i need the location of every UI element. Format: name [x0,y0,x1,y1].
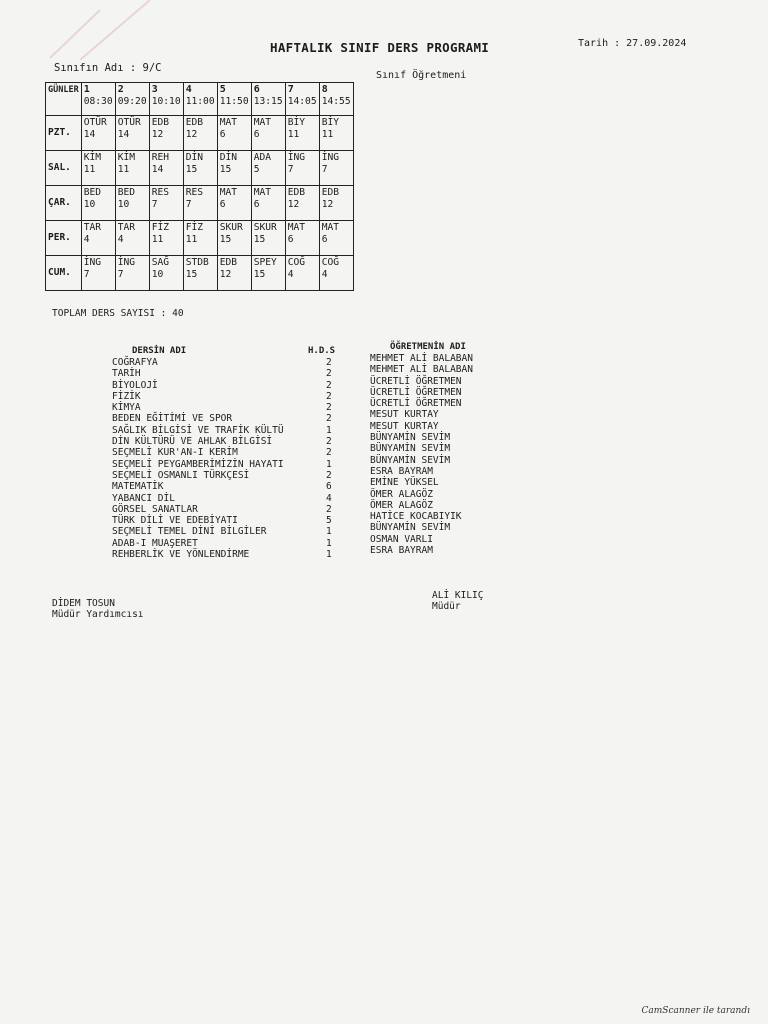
lesson-cell [183,151,217,186]
room-number: 14 [117,129,130,140]
course-teacher: MEHMET ALİ BALABAN [370,353,473,364]
lesson-code: OTÜR [83,117,107,128]
lesson-code: DİN [219,152,238,163]
room-number: 11 [117,164,130,175]
lesson-cell [285,256,319,291]
lesson-cell [115,256,149,291]
course-name-list [112,357,284,560]
lesson-code: BED [117,187,136,198]
lesson-code: SKUR [253,222,277,233]
class-name-label: Sınıfın Adı : 9/C [54,62,162,74]
lesson-code: EDB [287,187,306,198]
room-number: 4 [321,269,328,280]
hours-header: H.D.S [308,346,336,356]
course-hours: 2 [326,379,332,391]
lesson-code: MAT [253,117,272,128]
room-number: 7 [151,199,158,210]
course-hours: 2 [326,413,332,425]
schedule-row [46,256,354,291]
room-number: 6 [321,234,328,245]
room-number: 11 [321,129,334,140]
course-teacher: BÜNYAMİN SEVİM [370,443,451,455]
course-teacher: ÖMER ALAGÖZ [370,499,433,511]
course-hours: 2 [326,447,332,459]
lesson-cell [81,151,115,186]
schedule-table [45,82,354,291]
room-number: 11 [83,164,96,175]
period-header: 4 11:00 [183,83,217,116]
lesson-code: OTÜR [117,117,141,128]
room-number: 5 [253,164,260,175]
course-hours: 1 [326,424,332,436]
lesson-cell [319,221,353,256]
course-name: GÖRSEL SANATLAR [112,503,198,515]
room-number: 7 [287,164,294,175]
course-teacher: ESRA BAYRAM [370,545,433,557]
lesson-cell [81,116,115,151]
course-name: MATEMATİK [112,481,164,493]
lesson-cell [319,116,353,151]
lesson-cell [251,151,285,186]
course-hours: 2 [326,469,332,481]
course-hours-list [326,357,332,560]
course-hours: 1 [326,537,332,549]
lesson-code: TAR [117,222,136,233]
room-number: 6 [219,199,226,210]
course-hours: 4 [326,492,332,504]
room-number: 6 [287,234,294,245]
room-number: 15 [253,234,266,245]
lesson-cell [285,151,319,186]
principal-name: ALİ KILIÇ [432,590,484,601]
page-title: HAFTALIK SINIF DERS PROGRAMI [270,40,490,55]
course-hours: 1 [326,549,332,561]
room-number: 14 [151,164,164,175]
lesson-code: EDB [321,187,340,198]
course-name: YABANCI DİL [112,492,175,504]
room-number: 12 [185,129,198,140]
course-teacher: HATİCE KOCABIYIK [370,511,462,523]
lesson-code: RES [185,187,204,198]
course-teacher: ÜCRETLİ ÖĞRETMEN [370,386,462,398]
room-number: 10 [117,199,130,210]
course-teacher: ÖMER ALAGÖZ [370,488,433,500]
period-header: 6 13:15 [251,83,285,116]
course-teacher: ÜCRETLİ ÖĞRETMEN [370,398,462,410]
lesson-cell [149,151,183,186]
lesson-cell [251,256,285,291]
lesson-cell [183,221,217,256]
lesson-cell [81,221,115,256]
course-name-header: DERSİN ADI [132,346,187,356]
course-name: SEÇMELİ KUR'AN-I KERİM [112,447,238,459]
lesson-cell [319,256,353,291]
homeroom-teacher-label: Sınıf Öğretmeni [376,70,467,81]
course-name: COĞRAFYA [112,357,158,368]
lesson-cell [183,256,217,291]
day-label: SAL. [46,151,82,186]
room-number: 4 [117,234,124,245]
course-teacher: MESUT KURTAY [370,420,439,432]
course-teacher: BÜNYAMİN SEVİM [370,454,451,466]
lesson-code: SAĞ [151,257,170,268]
lesson-cell [115,116,149,151]
course-teacher: MESUT KURTAY [370,409,439,421]
course-teacher: EMİNE YÜKSEL [370,477,439,489]
course-hours: 2 [326,390,332,402]
course-hours: 6 [326,481,332,493]
days-header: GÜNLER [46,83,82,116]
lesson-cell [217,186,251,221]
course-name: ADAB-I MUAŞERET [112,537,198,549]
schedule-row [46,221,354,256]
vice-principal-name: DİDEM TOSUN [52,598,115,609]
period-header: 2 09:20 [115,83,149,116]
day-label: CUM. [46,256,82,291]
lesson-cell [217,256,251,291]
lesson-cell [285,221,319,256]
room-number: 7 [185,199,192,210]
room-number: 12 [219,269,232,280]
room-number: 7 [83,269,90,280]
lesson-code: FİZ [151,222,170,233]
course-name: DİN KÜLTÜRÜ VE AHLAK BİLGİSİ [112,436,273,448]
course-hours: 2 [326,503,332,515]
day-label: PER. [46,221,82,256]
room-number: 15 [253,269,266,280]
lesson-code: SKUR [219,222,243,233]
lesson-cell [149,116,183,151]
day-label: ÇAR. [46,186,82,221]
period-header: 5 11:50 [217,83,251,116]
lesson-code: İNG [117,257,136,268]
course-name: BEDEN EĞİTİMİ VE SPOR [112,413,233,425]
lesson-code: REH [151,152,170,163]
lesson-code: RES [151,187,170,198]
room-number: 10 [151,269,164,280]
course-name: SEÇMELİ TEMEL DİNİ BİLGİLER [112,526,267,538]
lesson-cell [115,186,149,221]
day-label: PZT. [46,116,82,151]
teacher-name-header: ÖĞRETMENİN ADI [390,342,466,352]
lesson-cell [319,186,353,221]
room-number: 11 [287,129,300,140]
course-name: SEÇMELİ OSMANLI TÜRKÇESİ [112,469,250,481]
lesson-code: BED [83,187,102,198]
room-number: 10 [83,199,96,210]
lesson-cell [81,186,115,221]
course-name: TARİH [112,368,141,380]
course-teacher: BÜNYAMİN SEVİM [370,432,451,444]
course-name: REHBERLİK VE YÖNLENDİRME [112,549,250,561]
course-teacher: BÜNYAMİN SEVİM [370,522,451,534]
course-name: TÜRK DİLİ VE EDEBİYATI [112,515,238,527]
room-number: 4 [83,234,90,245]
lesson-cell [183,116,217,151]
lesson-code: EDB [151,117,170,128]
course-name: SAĞLIK BİLGİSİ VE TRAFİK KÜLTÜ [112,424,284,436]
lesson-cell [217,116,251,151]
schedule-row [46,186,354,221]
room-number: 4 [287,269,294,280]
schedule-row [46,151,354,186]
course-name: BİYOLOJİ [112,379,158,391]
lesson-code: EDB [185,117,204,128]
lesson-cell [149,186,183,221]
lesson-cell [217,221,251,256]
room-number: 15 [185,269,198,280]
course-name: FİZİK [112,390,141,402]
period-header: 7 14:05 [285,83,319,116]
vice-principal-signature [52,598,144,620]
lesson-cell [285,116,319,151]
lesson-code: BİY [287,117,306,128]
room-number: 15 [219,164,232,175]
principal-title: Müdür [432,601,461,612]
lesson-code: KİM [83,152,102,163]
room-number: 11 [151,234,164,245]
course-hours: 1 [326,458,332,470]
lesson-code: STDB [185,257,209,268]
scan-smudge [40,0,210,60]
lesson-code: İNG [83,257,102,268]
lesson-code: İNG [287,152,306,163]
lesson-cell [149,256,183,291]
scanner-watermark: CamScanner ile tarandı [641,1006,750,1016]
schedule-header-row [46,83,354,116]
lesson-code: SPEY [253,257,277,268]
course-name: SEÇMELİ PEYGAMBERİMİZİN HAYATI [112,458,284,470]
total-lessons: TOPLAM DERS SAYISI : 40 [52,308,184,319]
room-number: 7 [117,269,124,280]
course-teacher: OSMAN VARLI [370,533,433,545]
lesson-cell [149,221,183,256]
lesson-code: COĞ [287,257,306,268]
room-number: 6 [253,129,260,140]
lesson-code: MAT [219,187,238,198]
course-teacher: ÜCRETLİ ÖĞRETMEN [370,375,462,387]
course-hours: 2 [326,357,332,368]
course-hours: 1 [326,526,332,538]
date-text: Tarih : 27.09.2024 [578,38,687,49]
lesson-cell [217,151,251,186]
lesson-code: TAR [83,222,102,233]
lesson-cell [115,221,149,256]
vice-principal-title: Müdür Yardımcısı [52,609,144,620]
period-header: 1 08:30 [81,83,115,116]
course-name: KİMYA [112,402,141,414]
room-number: 6 [219,129,226,140]
course-hours: 5 [326,515,332,527]
room-number: 15 [185,164,198,175]
room-number: 6 [253,199,260,210]
lesson-cell [183,186,217,221]
lesson-code: COĞ [321,257,340,268]
course-hours: 2 [326,436,332,448]
lesson-cell [285,186,319,221]
course-hours: 2 [326,368,332,380]
lesson-cell [251,221,285,256]
room-number: 7 [321,164,328,175]
lesson-code: MAT [253,187,272,198]
lesson-cell [319,151,353,186]
course-teacher-list [370,353,473,556]
schedule-row [46,116,354,151]
room-number: 15 [219,234,232,245]
lesson-code: İNG [321,152,340,163]
room-number: 12 [151,129,164,140]
period-header: 8 14:55 [319,83,353,116]
lesson-cell [251,186,285,221]
lesson-code: EDB [219,257,238,268]
lesson-cell [251,116,285,151]
lesson-code: MAT [287,222,306,233]
lesson-cell [115,151,149,186]
lesson-code: KİM [117,152,136,163]
course-teacher: MEHMET ALİ BALABAN [370,364,473,376]
period-header: 3 10:10 [149,83,183,116]
room-number: 11 [185,234,198,245]
room-number: 12 [287,199,300,210]
lesson-code: ADA [253,152,272,163]
course-teacher: ESRA BAYRAM [370,465,433,477]
lesson-cell [81,256,115,291]
lesson-code: BİY [321,117,340,128]
room-number: 14 [83,129,96,140]
room-number: 12 [321,199,334,210]
lesson-code: DİN [185,152,204,163]
course-hours: 2 [326,402,332,414]
principal-signature [432,590,483,612]
lesson-code: MAT [321,222,340,233]
lesson-code: MAT [219,117,238,128]
lesson-code: FİZ [185,222,204,233]
